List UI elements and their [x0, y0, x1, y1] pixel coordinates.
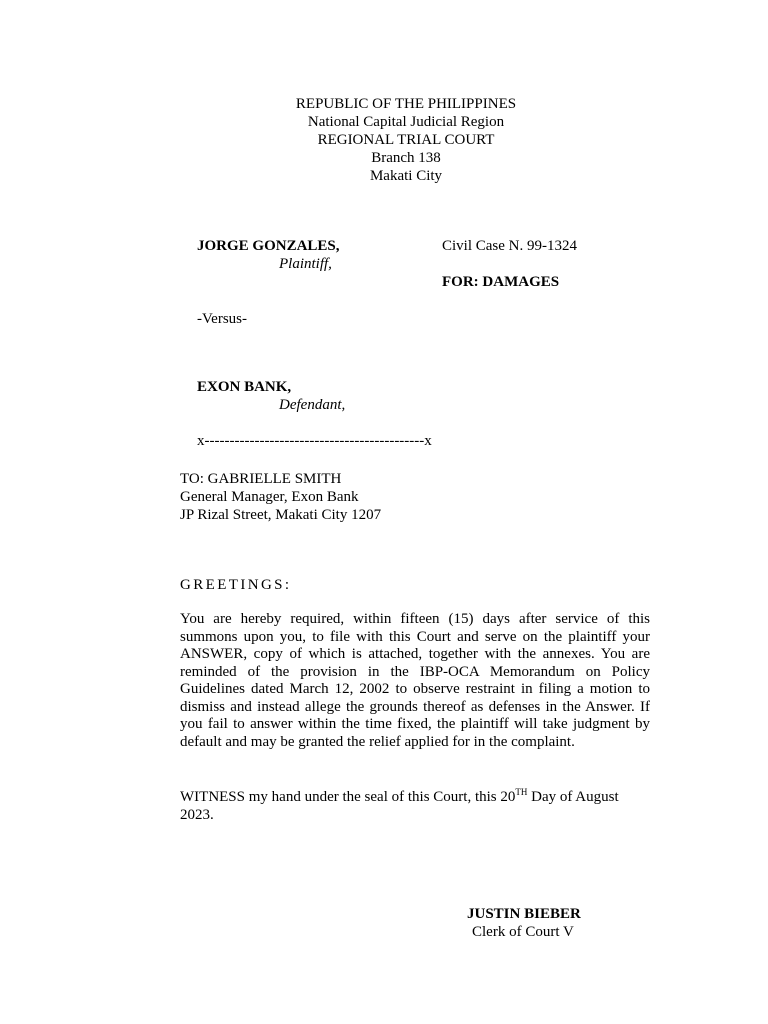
- header-republic: REPUBLIC OF THE PHILIPPINES: [295, 96, 517, 112]
- header-branch: Branch 138: [371, 150, 441, 166]
- plaintiff-name: JORGE GONZALES,: [197, 238, 340, 254]
- case-number: Civil Case N. 99-1324: [442, 238, 577, 254]
- plaintiff-role: Plaintiff,: [279, 256, 332, 272]
- signatory-name: JUSTIN BIEBER: [467, 906, 581, 922]
- witness-superscript: TH: [515, 787, 528, 797]
- witness-suffix: Day of August 2023.: [180, 789, 619, 823]
- court-header: [0, 95, 768, 185]
- addressee-address: JP Rizal Street, Makati City 1207: [180, 507, 382, 523]
- defendant-name: EXON BANK,: [197, 379, 292, 395]
- defendant-role: Defendant,: [279, 397, 346, 413]
- witness-prefix: WITNESS my hand under the seal of this Court, this 20: [180, 789, 516, 805]
- witness-paragraph: [180, 789, 650, 824]
- summons-paragraph: You are hereby required, within fifteen (15) days after service of this summons upon you, to file with this Court and serve on the plaintiff your ANSWER, copy of which is attached, together with the annexes. You are reminded of the provision in the IBP-OCA Memorandum on Policy Guidelines dated March 12, 2002 to observe restraint in filing a motion to dismiss and instead allege the grounds thereof as defenses in the Answer. If you fail to answer within the time fixed, the plaintiff will take judgment by default and may be granted the relief applied for in the complaint.: [180, 611, 650, 750]
- header-court: REGIONAL TRIAL COURT: [317, 132, 495, 148]
- header-city: Makati City: [369, 168, 443, 184]
- versus-label: -Versus-: [197, 311, 247, 327]
- signatory-title: Clerk of Court V: [472, 924, 574, 940]
- case-nature: FOR: DAMAGES: [442, 274, 560, 290]
- addressee-to: TO: GABRIELLE SMITH: [180, 471, 342, 487]
- header-region: National Capital Judicial Region: [307, 114, 505, 130]
- greeting: GREETINGS:: [180, 577, 292, 593]
- caption-separator: x--------------------------------------------x: [197, 433, 432, 449]
- addressee-title: General Manager, Exon Bank: [180, 489, 359, 505]
